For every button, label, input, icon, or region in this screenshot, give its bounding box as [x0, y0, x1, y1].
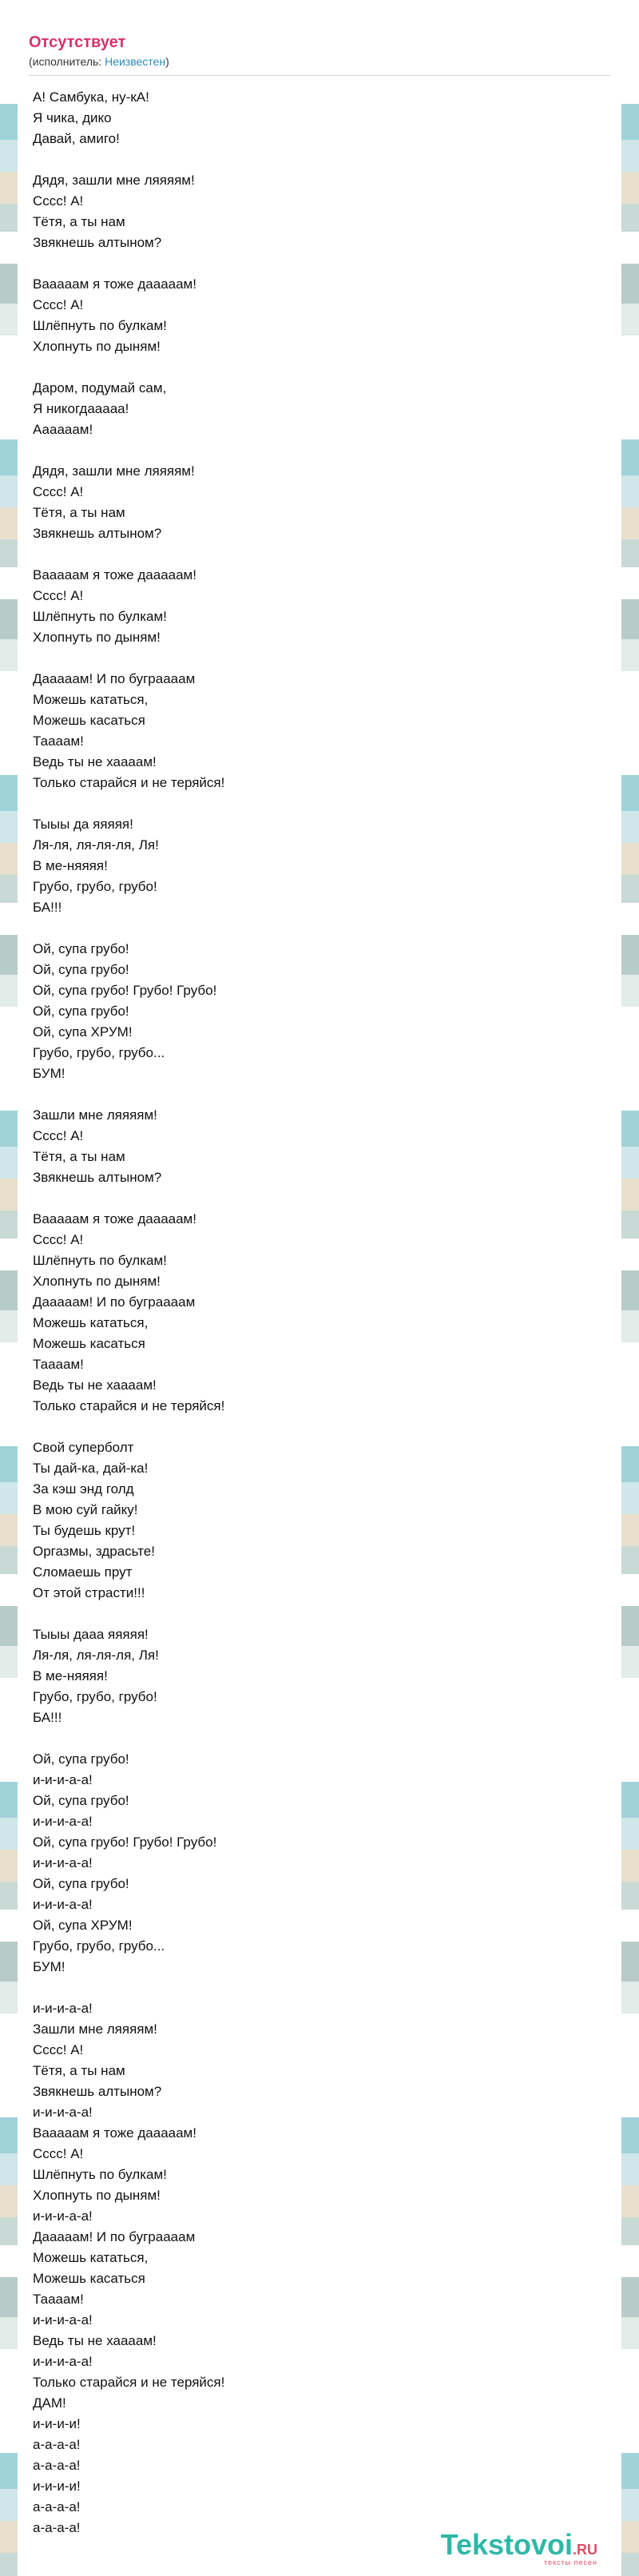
stanza-break	[33, 1978, 610, 1998]
lyric-line: Аааааам!	[33, 422, 93, 437]
lyric-line: Ой, супа ХРУМ!	[33, 1024, 133, 1040]
lyric-line: Вааааам я тоже дааааам!	[33, 1211, 196, 1226]
lyric-line: БА!!!	[33, 900, 62, 915]
lyric-line: В ме-няяяя!	[33, 858, 108, 873]
lyric-line: Можешь касаться	[33, 1336, 145, 1351]
lyric-line: Шлёпнуть по булкам!	[33, 609, 167, 624]
lyric-line: Таааам!	[33, 1357, 84, 1372]
lyric-line: и-и-и-а-а!	[33, 2354, 93, 2369]
lyric-line: Тётя, а ты нам	[33, 2063, 125, 2078]
lyric-line: и-и-и-а-а!	[33, 1814, 93, 1829]
lyric-line: Оргазмы, здрасьте!	[33, 1544, 155, 1559]
lyric-line: Ой, супа грубо!	[33, 941, 129, 956]
lyric-line: Хлопнуть по дыням!	[33, 339, 161, 354]
lyric-line: БУМ!	[33, 1066, 65, 1081]
stanza-break	[33, 1604, 610, 1624]
lyric-line: БУМ!	[33, 1959, 65, 1974]
lyric-line: Грубо, грубо, грубо!	[33, 1689, 157, 1704]
lyric-line: Сссс! А!	[33, 193, 84, 209]
stanza-break	[33, 253, 610, 274]
stanza-break	[33, 1417, 610, 1437]
lyric-line: а-а-а-а!	[33, 2458, 81, 2473]
lyric-line: Звякнешь алтыном?	[33, 526, 162, 541]
lyric-line: Дядя, зашли мне ляяяям!	[33, 463, 195, 479]
song-header	[29, 0, 610, 72]
lyric-line: Можешь касаться	[33, 713, 145, 728]
lyric-line: В мою суй гайку!	[33, 1502, 138, 1517]
lyric-line: Сссс! А!	[33, 2042, 84, 2057]
header-divider	[29, 75, 610, 76]
lyric-line: В ме-няяяя!	[33, 1668, 108, 1684]
lyric-line: Таааам!	[33, 733, 84, 749]
lyric-line: Даром, подумай сам,	[33, 380, 167, 396]
lyric-line: Сссс! А!	[33, 484, 84, 499]
stanza-break	[33, 544, 610, 565]
lyric-line: Тётя, а ты нам	[33, 1149, 125, 1164]
lyric-line: Таааам!	[33, 2292, 84, 2307]
lyric-line: и-и-и-а-а!	[33, 2001, 93, 2016]
right-decorative-stripes	[621, 0, 639, 2576]
lyric-line: Ведь ты не хаааам!	[33, 754, 157, 769]
lyric-line: Сссс! А!	[33, 588, 84, 603]
performer-line	[29, 54, 610, 69]
lyric-line: А! Самбука, ну-кА!	[33, 89, 149, 105]
logo-tagline: тексты песен	[543, 2558, 597, 2566]
lyric-line: Шлёпнуть по булкам!	[33, 2167, 167, 2182]
lyric-line: Хлопнуть по дыням!	[33, 2188, 161, 2203]
lyric-line: Вааааам я тоже дааааам!	[33, 2125, 196, 2141]
lyric-line: ДАМ!	[33, 2395, 66, 2411]
lyric-line: Тётя, а ты нам	[33, 214, 125, 229]
lyric-line: Ведь ты не хаааам!	[33, 2333, 157, 2348]
stanza-break	[33, 793, 610, 814]
lyric-line: Можешь кататься,	[33, 2250, 149, 2265]
lyric-line: Ой, супа грубо! Грубо! Грубо!	[33, 1835, 217, 1850]
lyric-line: Грубо, грубо, грубо...	[33, 1045, 165, 1060]
lyric-line: Звякнешь алтыном?	[33, 2084, 162, 2099]
lyric-line: От этой страсти!!!	[33, 1585, 145, 1600]
lyric-line: Сссс! А!	[33, 2146, 84, 2161]
performer-prefix: (исполнитель:	[29, 55, 105, 68]
lyric-line: Звякнешь алтыном?	[33, 1170, 162, 1185]
lyric-line: Дааааам! И по буграааам	[33, 1294, 196, 1310]
lyric-line: Звякнешь алтыном?	[33, 235, 162, 250]
lyric-line: Сссс! А!	[33, 1128, 84, 1143]
stanza-break	[33, 149, 610, 170]
stanza-break	[33, 1188, 610, 1209]
lyric-line: Можешь кататься,	[33, 1315, 149, 1330]
lyrics-text	[33, 87, 610, 2538]
lyric-line: Грубо, грубо, грубо!	[33, 879, 157, 894]
lyric-line: Я никогдааааа!	[33, 401, 129, 416]
lyric-line: и-и-и-а-а!	[33, 1897, 93, 1912]
performer-link[interactable]: Неизвестен	[105, 55, 166, 68]
stanza-break	[33, 918, 610, 939]
stanza-break	[33, 440, 610, 461]
lyric-line: Сломаешь прут	[33, 1564, 133, 1580]
site-logo[interactable]	[441, 2530, 597, 2566]
lyric-line: Ой, супа грубо! Грубо! Грубо!	[33, 983, 217, 998]
stanza-break	[33, 357, 610, 378]
lyric-line: Тыыы дааа яяяяя!	[33, 1627, 149, 1642]
lyric-line: и-и-и-а-а!	[33, 1772, 93, 1787]
lyric-line: и-и-и-а-а!	[33, 1855, 93, 1870]
lyric-line: Ой, супа грубо!	[33, 1004, 129, 1019]
lyric-line: Дядя, зашли мне ляяяям!	[33, 173, 195, 188]
lyric-line: Хлопнуть по дыням!	[33, 1274, 161, 1289]
left-decorative-stripes	[0, 0, 18, 2576]
lyric-line: Зашли мне ляяяям!	[33, 1107, 157, 1123]
lyric-line: Ты будешь крут!	[33, 1523, 136, 1538]
logo-main-text: Tekstovoi	[440, 2528, 573, 2561]
lyric-line: За кэш энд голд	[33, 1481, 134, 1497]
lyric-line: Только старайся и не теряйся!	[33, 1398, 225, 1413]
lyric-line: Ой, супа грубо!	[33, 1876, 129, 1891]
lyric-line: БА!!!	[33, 1710, 62, 1725]
lyric-line: Грубо, грубо, грубо...	[33, 1938, 165, 1954]
stanza-break	[33, 648, 610, 669]
lyric-line: Я чика, дико	[33, 110, 112, 125]
song-title: Отсутствует	[29, 34, 126, 51]
lyric-line: Давай, амиго!	[33, 131, 120, 146]
lyric-line: а-а-а-а!	[33, 2437, 81, 2452]
lyric-line: Хлопнуть по дыням!	[33, 630, 161, 645]
stanza-break	[33, 1728, 610, 1749]
lyric-line: Сссс! А!	[33, 1232, 84, 1247]
lyric-line: Ведь ты не хаааам!	[33, 1377, 157, 1393]
lyric-line: и-и-и-а-а!	[33, 2105, 93, 2120]
lyric-line: и-и-и-и!	[33, 2416, 81, 2431]
logo-tld-text: .RU	[573, 2542, 597, 2558]
lyric-line: Ой, супа ХРУМ!	[33, 1918, 133, 1933]
lyric-line: Только старайся и не теряйся!	[33, 775, 225, 790]
lyric-line: Дааааам! И по буграааам	[33, 2229, 196, 2244]
lyric-line: Ля-ля, ля-ля-ля, Ля!	[33, 837, 159, 853]
lyric-line: Дааааам! И по буграааам	[33, 671, 196, 686]
performer-suffix: )	[165, 55, 169, 68]
lyric-line: Ой, супа грубо!	[33, 962, 129, 977]
lyric-line: Шлёпнуть по булкам!	[33, 1253, 167, 1268]
lyric-line: Ты дай-ка, дай-ка!	[33, 1461, 149, 1476]
stanza-break	[33, 1084, 610, 1105]
lyric-line: Вааааам я тоже дааааам!	[33, 567, 196, 582]
lyric-line: Ой, супа грубо!	[33, 1751, 129, 1767]
lyric-line: Вааааам я тоже дааааам!	[33, 276, 196, 292]
lyric-line: Тётя, а ты нам	[33, 505, 125, 520]
lyric-line: а-а-а-а!	[33, 2499, 81, 2514]
lyric-line: Ля-ля, ля-ля-ля, Ля!	[33, 1648, 159, 1663]
lyric-line: и-и-и-а-а!	[33, 2208, 93, 2224]
lyric-line: Тыыы да яяяяя!	[33, 817, 133, 832]
lyric-line: Только старайся и не теряйся!	[33, 2375, 225, 2390]
lyric-line: и-и-и-и!	[33, 2479, 81, 2494]
lyric-line: Свой суперболт	[33, 1440, 134, 1455]
lyric-line: Шлёпнуть по булкам!	[33, 318, 167, 333]
lyric-line: Можешь кататься,	[33, 692, 149, 707]
lyric-line: Сссс! А!	[33, 297, 84, 312]
lyric-line: Ой, супа грубо!	[33, 1793, 129, 1808]
lyric-line: и-и-и-а-а!	[33, 2312, 93, 2328]
lyric-line: Зашли мне ляяяям!	[33, 2021, 157, 2037]
lyric-line: Можешь касаться	[33, 2271, 145, 2286]
lyric-line: а-а-а-а!	[33, 2520, 81, 2535]
lyrics-card	[18, 0, 621, 2576]
